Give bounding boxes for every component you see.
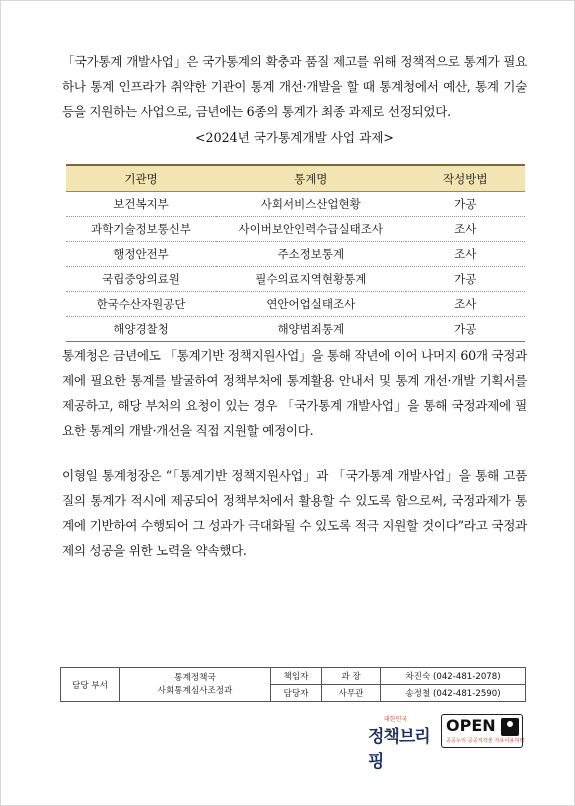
- header-agency: 기관명: [66, 165, 216, 192]
- table-row: [66, 192, 525, 217]
- dept-name-line2: 사회통계심사조정과: [157, 685, 233, 696]
- cell-statistic: 주소정보통계: [216, 242, 405, 267]
- header-method: 작성방법: [406, 165, 526, 192]
- cell-method: 가공: [406, 192, 526, 217]
- title-contact: 사무관: [322, 685, 381, 702]
- cell-method: 조사: [406, 292, 526, 317]
- task-table: [66, 164, 525, 342]
- dept-label: 담당 부서: [61, 668, 120, 702]
- table-row: [66, 242, 525, 267]
- dept-name-line1: 통계정책국: [174, 672, 216, 683]
- cell-statistic: 해양범죄통계: [216, 317, 405, 342]
- policy-briefing-logo: [368, 714, 434, 772]
- cell-agency: 보건복지부: [66, 192, 216, 217]
- cell-agency: 한국수산자원공단: [66, 292, 216, 317]
- table-row: [66, 292, 525, 317]
- briefing-logo-text: 정책브리핑: [368, 727, 430, 772]
- role-contact: 담당자: [271, 685, 322, 702]
- cell-statistic: 연안어업실태조사: [216, 292, 405, 317]
- role-responsible: 책임자: [271, 668, 322, 685]
- person-contact: 송정철 (042-481-2590): [381, 685, 526, 702]
- cell-method: 조사: [406, 242, 526, 267]
- cell-statistic: 사회서비스산업현황: [216, 192, 405, 217]
- cell-agency: 국립중앙의료원: [66, 267, 216, 292]
- contact-table: [60, 667, 526, 702]
- person-icon: [501, 718, 519, 736]
- person-responsible: 차진숙 (042-481-2078): [381, 668, 526, 685]
- title-responsible: 과 장: [322, 668, 381, 685]
- cell-agency: 해양경찰청: [66, 317, 216, 342]
- table-row: [66, 317, 525, 342]
- table-caption: <2024년 국가통계개발 사업 과제>: [195, 130, 394, 145]
- open-sub-text: 공공누리 공공저작물 자유이용허락: [446, 738, 525, 744]
- briefing-logo-small-text: 대한민국: [384, 716, 408, 723]
- cell-method: 가공: [406, 267, 526, 292]
- cell-statistic: 사이버보안인력수급실태조사: [216, 217, 405, 242]
- table-header-row: [66, 165, 525, 192]
- table-row: [66, 217, 525, 242]
- dept-name: [120, 668, 271, 702]
- cell-method: 조사: [406, 217, 526, 242]
- cell-method: 가공: [406, 317, 526, 342]
- cell-statistic: 필수의료지역현황통계: [216, 267, 405, 292]
- paragraph-policy-support: 통계청은 금년에도 「통계기반 정책지원사업」을 통해 작년에 이어 나머지 60개 국정과제에 필요한 통계를 발굴하여 정책부처에 통계활용 안내서 및 통계 개선·개발 기획서를 제공하고, 해당 부처의 요청이 있는 경우 「국가통계 개발사업」을 통해 국정과제에 필요한 통계의 개발·개선을 직접 지원할 예정이다.: [62, 348, 527, 438]
- table-row: [66, 267, 525, 292]
- kogl-open-logo: [441, 714, 523, 748]
- header-statistic: 통계명: [216, 165, 405, 192]
- cell-agency: 행정안전부: [66, 242, 216, 267]
- open-label: OPEN: [446, 716, 496, 735]
- paragraph-intro: 「국가통계 개발사업」은 국가통계의 확충과 품질 제고를 위해 정책적으로 통계가 필요하나 통계 인프라가 취약한 기관이 통계 개선·개발을 할 때 통계청에서 예산, 통계 기술 등을 지원하는 사업으로, 금년에는 6종의 통계가 최종 과제로 선정되었다.: [62, 54, 527, 119]
- paragraph-commissioner-quote: 이형일 통계청장은 “「통계기반 정책지원사업」과 「국가통계 개발사업」을 통해 고품질의 통계가 적시에 제공되어 정책부처에서 활용할 수 있도록 함으로써, 국정과제가 통계에 기반하여 수행되어 그 성과가 극대화될 수 있도록 적극 지원할 것이다”라고 국정과제의 성공을 위한 노력을 약속했다.: [62, 468, 527, 558]
- cell-agency: 과학기술정보통신부: [66, 217, 216, 242]
